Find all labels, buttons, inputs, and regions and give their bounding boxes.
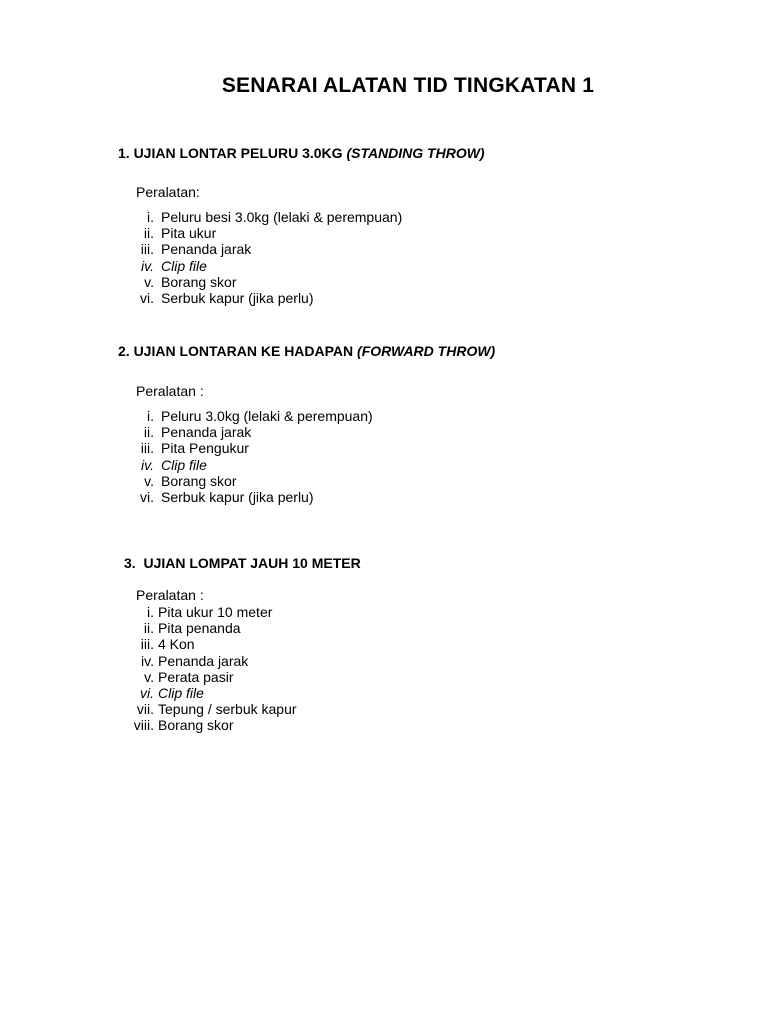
equipment-label: Peralatan : [136,587,204,603]
list-item-number: vi. [140,488,154,505]
list-item-text: Borang skor [161,273,237,290]
equipment-list [128,209,528,306]
list-item-number: i. [147,604,154,620]
list-item-text: Borang skor [158,717,234,734]
section-heading-italic: (FORWARD THROW) [357,343,496,359]
equipment-label: Peralatan: [136,184,200,200]
section-heading-italic: (STANDING THROW) [346,145,485,161]
list-item-text: Serbuk kapur (jika perlu) [161,488,314,505]
list-item-number: iv. [141,456,154,473]
list-item [128,408,528,424]
section-heading-1 [118,145,485,161]
list-item-text: Clip file [161,456,207,473]
equipment-label: Peralatan : [136,383,204,399]
list-item [125,669,525,685]
list-item [125,685,525,701]
list-item [128,209,528,225]
list-item [125,636,525,652]
list-item-text: Clip file [161,257,207,274]
list-item-text: Tepung / serbuk kapur [158,701,297,718]
list-item-text: Perata pasir [158,668,234,685]
page-title: SENARAI ALATAN TID TINGKATAN 1 [221,74,595,97]
list-item-text: Penanda jarak [158,652,249,669]
list-item-number: iii. [140,636,154,653]
list-item [125,620,525,636]
list-item-number: vii. [136,701,154,718]
list-item-number: iv. [141,257,154,274]
list-item [128,290,528,306]
section-heading-text: 3. UJIAN LOMPAT JAUH 10 METER [124,555,361,571]
list-item-number: iii. [140,440,154,457]
list-item [125,701,525,717]
list-item-text: Pita ukur [161,225,217,242]
section-heading-3 [124,555,361,571]
list-item-number: vi. [140,289,154,306]
list-item [128,424,528,440]
list-item-number: i. [147,408,154,424]
list-item [128,274,528,290]
list-item-number: iv. [141,652,154,669]
list-item-text: Pita ukur 10 meter [158,604,273,620]
list-item-text: Borang skor [161,472,237,489]
list-item-number: v. [144,472,154,489]
list-item [128,225,528,241]
list-item-number: v. [144,668,154,685]
list-item-number: i. [147,209,154,225]
list-item [128,440,528,456]
list-item-text: Pita Pengukur [161,440,249,457]
list-item [125,604,525,620]
list-item [125,653,525,669]
list-item-text: Penanda jarak [161,241,252,258]
list-item-text: Serbuk kapur (jika perlu) [161,289,314,306]
list-item-number: ii. [143,620,154,637]
list-item-text: Pita penanda [158,620,241,637]
list-item-text: Peluru 3.0kg (lelaki & perempuan) [161,408,373,424]
list-item [128,489,528,505]
list-item [128,473,528,489]
list-item-number: iii. [140,241,154,258]
list-item-text: Penanda jarak [161,424,252,441]
list-item-number: vi. [140,684,154,701]
list-item-number: viii. [133,717,154,734]
list-item [128,457,528,473]
equipment-list [125,604,525,734]
list-item-number: ii. [143,424,154,441]
list-item-text: Peluru besi 3.0kg (lelaki & perempuan) [161,209,403,225]
section-heading-text: 1. UJIAN LONTAR PELURU 3.0KG [118,145,347,161]
list-item-number: ii. [143,225,154,242]
list-item [128,258,528,274]
list-item [128,241,528,257]
equipment-list [128,408,528,505]
list-item [125,717,525,733]
list-item-text: Clip file [158,684,204,701]
list-item-text: 4 Kon [158,636,195,653]
list-item-number: v. [144,273,154,290]
section-heading-2 [118,343,495,359]
section-heading-text: 2. UJIAN LONTARAN KE HADAPAN [118,343,358,359]
